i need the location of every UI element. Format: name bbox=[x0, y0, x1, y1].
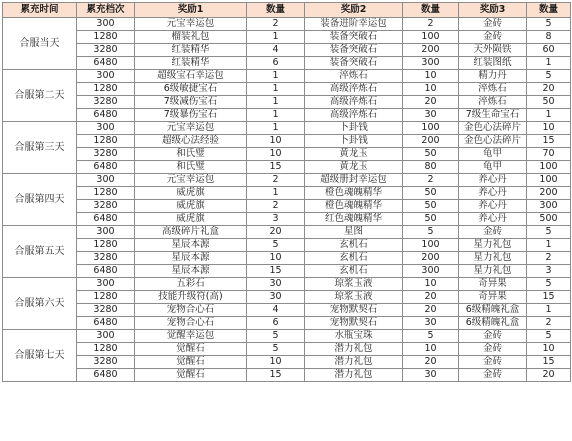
tier-cell: 300 bbox=[77, 174, 135, 187]
reward-1-cell: 和氏璧 bbox=[135, 161, 247, 174]
tier-cell: 3280 bbox=[77, 356, 135, 369]
reward-1-cell: 觉醒幸运包 bbox=[135, 330, 247, 343]
reward-2-cell: 高级淬炼石 bbox=[305, 96, 403, 109]
reward-2-cell: 星图 bbox=[305, 226, 403, 239]
qty-3-cell: 70 bbox=[527, 148, 571, 161]
qty-1-cell: 1 bbox=[247, 122, 305, 135]
reward-3-cell: 金砖 bbox=[459, 18, 527, 31]
reward-1-cell: 超级宝石幸运包 bbox=[135, 70, 247, 83]
reward-3-cell: 龟甲 bbox=[459, 148, 527, 161]
reward-3-cell: 星力礼包 bbox=[459, 239, 527, 252]
reward-1-cell: 威虎旗 bbox=[135, 187, 247, 200]
table-row bbox=[3, 265, 571, 278]
table-row bbox=[3, 330, 571, 343]
reward-1-cell: 宠物合心石 bbox=[135, 317, 247, 330]
qty-3-cell: 5 bbox=[527, 70, 571, 83]
tier-cell: 6480 bbox=[77, 369, 135, 382]
tier-cell: 6480 bbox=[77, 317, 135, 330]
reward-1-cell: 元宝幸运包 bbox=[135, 18, 247, 31]
tier-cell: 3280 bbox=[77, 304, 135, 317]
reward-2-cell: 卜卦钱 bbox=[305, 135, 403, 148]
header-time: 累充时间 bbox=[3, 3, 77, 18]
reward-1-cell: 威虎旗 bbox=[135, 200, 247, 213]
qty-2-cell: 80 bbox=[403, 161, 459, 174]
reward-1-cell: 威虎旗 bbox=[135, 213, 247, 226]
table-row bbox=[3, 369, 571, 382]
qty-1-cell: 20 bbox=[247, 226, 305, 239]
qty-3-cell: 60 bbox=[527, 44, 571, 57]
qty-1-cell: 6 bbox=[247, 57, 305, 70]
qty-3-cell: 300 bbox=[527, 200, 571, 213]
tier-cell: 300 bbox=[77, 122, 135, 135]
table-row bbox=[3, 83, 571, 96]
day-cell: 合服当天 bbox=[3, 18, 77, 70]
reward-1-cell: 榴装礼包 bbox=[135, 31, 247, 44]
qty-1-cell: 30 bbox=[247, 278, 305, 291]
tier-cell: 300 bbox=[77, 70, 135, 83]
reward-1-cell: 高级碎片礼盒 bbox=[135, 226, 247, 239]
qty-3-cell: 2 bbox=[527, 317, 571, 330]
tier-cell: 3280 bbox=[77, 200, 135, 213]
table-row bbox=[3, 200, 571, 213]
table-row bbox=[3, 57, 571, 70]
qty-2-cell: 50 bbox=[403, 213, 459, 226]
reward-2-cell: 高级淬炼石 bbox=[305, 83, 403, 96]
reward-1-cell: 和氏璧 bbox=[135, 148, 247, 161]
qty-3-cell: 10 bbox=[527, 343, 571, 356]
table-row bbox=[3, 356, 571, 369]
tier-cell: 3280 bbox=[77, 148, 135, 161]
table-row bbox=[3, 161, 571, 174]
recharge-rewards-table bbox=[2, 2, 571, 382]
reward-1-cell: 宠物合心石 bbox=[135, 304, 247, 317]
tier-cell: 6480 bbox=[77, 265, 135, 278]
table-row bbox=[3, 135, 571, 148]
qty-1-cell: 5 bbox=[247, 330, 305, 343]
qty-3-cell: 1 bbox=[527, 109, 571, 122]
reward-3-cell: 淬炼石 bbox=[459, 83, 527, 96]
day-cell: 合服第二天 bbox=[3, 70, 77, 122]
reward-2-cell: 装备突破石 bbox=[305, 57, 403, 70]
qty-3-cell: 1 bbox=[527, 304, 571, 317]
reward-3-cell: 金砖 bbox=[459, 369, 527, 382]
qty-2-cell: 50 bbox=[403, 148, 459, 161]
qty-1-cell: 10 bbox=[247, 135, 305, 148]
header-qty-3: 数量 bbox=[527, 3, 571, 18]
reward-1-cell: 7级减伤宝石 bbox=[135, 96, 247, 109]
qty-2-cell: 2 bbox=[403, 18, 459, 31]
qty-3-cell: 10 bbox=[527, 122, 571, 135]
qty-3-cell: 5 bbox=[527, 226, 571, 239]
reward-3-cell: 星力礼包 bbox=[459, 252, 527, 265]
reward-3-cell: 7级生命宝石 bbox=[459, 109, 527, 122]
header-reward-1: 奖励1 bbox=[135, 3, 247, 18]
reward-2-cell: 潜力礼包 bbox=[305, 356, 403, 369]
reward-2-cell: 宠物默契石 bbox=[305, 304, 403, 317]
qty-1-cell: 4 bbox=[247, 304, 305, 317]
qty-2-cell: 20 bbox=[403, 291, 459, 304]
qty-2-cell: 30 bbox=[403, 109, 459, 122]
tier-cell: 1280 bbox=[77, 31, 135, 44]
reward-3-cell: 星力礼包 bbox=[459, 265, 527, 278]
qty-3-cell: 100 bbox=[527, 174, 571, 187]
qty-1-cell: 5 bbox=[247, 343, 305, 356]
table-row bbox=[3, 70, 571, 83]
qty-2-cell: 2 bbox=[403, 174, 459, 187]
qty-3-cell: 5 bbox=[527, 278, 571, 291]
qty-3-cell: 20 bbox=[527, 83, 571, 96]
tier-cell: 6480 bbox=[77, 161, 135, 174]
qty-1-cell: 15 bbox=[247, 265, 305, 278]
qty-2-cell: 300 bbox=[403, 57, 459, 70]
qty-1-cell: 30 bbox=[247, 291, 305, 304]
table-row bbox=[3, 304, 571, 317]
qty-2-cell: 200 bbox=[403, 252, 459, 265]
qty-3-cell: 500 bbox=[527, 213, 571, 226]
qty-1-cell: 2 bbox=[247, 174, 305, 187]
reward-2-cell: 水瓶宝珠 bbox=[305, 330, 403, 343]
tier-cell: 6480 bbox=[77, 57, 135, 70]
qty-2-cell: 5 bbox=[403, 330, 459, 343]
reward-1-cell: 6级敏捷宝石 bbox=[135, 83, 247, 96]
table-row bbox=[3, 174, 571, 187]
qty-1-cell: 1 bbox=[247, 187, 305, 200]
qty-1-cell: 10 bbox=[247, 148, 305, 161]
qty-2-cell: 20 bbox=[403, 356, 459, 369]
reward-3-cell: 金色心法碎片 bbox=[459, 122, 527, 135]
reward-2-cell: 橙色魂魄精华 bbox=[305, 187, 403, 200]
reward-3-cell: 天外陨铁 bbox=[459, 44, 527, 57]
header-qty-2: 数量 bbox=[403, 3, 459, 18]
reward-1-cell: 技能升级符(高) bbox=[135, 291, 247, 304]
qty-2-cell: 5 bbox=[403, 226, 459, 239]
table-row bbox=[3, 239, 571, 252]
reward-3-cell: 奇异果 bbox=[459, 278, 527, 291]
tier-cell: 3280 bbox=[77, 44, 135, 57]
day-cell: 合服第四天 bbox=[3, 174, 77, 226]
reward-3-cell: 金砖 bbox=[459, 330, 527, 343]
qty-1-cell: 1 bbox=[247, 96, 305, 109]
table-row bbox=[3, 109, 571, 122]
qty-3-cell: 8 bbox=[527, 31, 571, 44]
qty-2-cell: 200 bbox=[403, 44, 459, 57]
reward-2-cell: 超级册封幸运包 bbox=[305, 174, 403, 187]
reward-1-cell: 红装精华 bbox=[135, 44, 247, 57]
reward-1-cell: 星辰本源 bbox=[135, 252, 247, 265]
table-row bbox=[3, 213, 571, 226]
reward-3-cell: 精力丹 bbox=[459, 70, 527, 83]
reward-2-cell: 卜卦钱 bbox=[305, 122, 403, 135]
reward-3-cell: 养心丹 bbox=[459, 187, 527, 200]
table-row bbox=[3, 226, 571, 239]
reward-3-cell: 龟甲 bbox=[459, 161, 527, 174]
reward-2-cell: 琼浆玉液 bbox=[305, 291, 403, 304]
reward-3-cell: 金砖 bbox=[459, 31, 527, 44]
reward-3-cell: 6级精魄礼盒 bbox=[459, 304, 527, 317]
tier-cell: 3280 bbox=[77, 252, 135, 265]
reward-3-cell: 金砖 bbox=[459, 343, 527, 356]
table-row bbox=[3, 31, 571, 44]
qty-1-cell: 2 bbox=[247, 200, 305, 213]
reward-3-cell: 养心丹 bbox=[459, 200, 527, 213]
tier-cell: 1280 bbox=[77, 343, 135, 356]
table-row bbox=[3, 187, 571, 200]
tier-cell: 1280 bbox=[77, 239, 135, 252]
table-row bbox=[3, 278, 571, 291]
reward-3-cell: 养心丹 bbox=[459, 213, 527, 226]
reward-3-cell: 养心丹 bbox=[459, 174, 527, 187]
qty-3-cell: 20 bbox=[527, 369, 571, 382]
reward-1-cell: 觉醒石 bbox=[135, 356, 247, 369]
qty-2-cell: 10 bbox=[403, 70, 459, 83]
tier-cell: 300 bbox=[77, 330, 135, 343]
header-tier: 累充档次 bbox=[77, 3, 135, 18]
tier-cell: 1280 bbox=[77, 83, 135, 96]
tier-cell: 300 bbox=[77, 18, 135, 31]
qty-1-cell: 1 bbox=[247, 109, 305, 122]
reward-3-cell: 淬炼石 bbox=[459, 96, 527, 109]
qty-1-cell: 1 bbox=[247, 83, 305, 96]
qty-2-cell: 50 bbox=[403, 187, 459, 200]
reward-2-cell: 潜力礼包 bbox=[305, 343, 403, 356]
qty-3-cell: 3 bbox=[527, 265, 571, 278]
table-row bbox=[3, 317, 571, 330]
qty-2-cell: 50 bbox=[403, 200, 459, 213]
qty-2-cell: 20 bbox=[403, 304, 459, 317]
reward-2-cell: 装备进阶幸运包 bbox=[305, 18, 403, 31]
qty-2-cell: 30 bbox=[403, 317, 459, 330]
header-reward-3: 奖励3 bbox=[459, 3, 527, 18]
qty-2-cell: 10 bbox=[403, 278, 459, 291]
reward-1-cell: 超级心法经验 bbox=[135, 135, 247, 148]
qty-1-cell: 10 bbox=[247, 252, 305, 265]
table-row bbox=[3, 96, 571, 109]
tier-cell: 3280 bbox=[77, 96, 135, 109]
qty-2-cell: 30 bbox=[403, 369, 459, 382]
qty-1-cell: 15 bbox=[247, 161, 305, 174]
qty-2-cell: 20 bbox=[403, 96, 459, 109]
reward-2-cell: 玄机石 bbox=[305, 239, 403, 252]
reward-1-cell: 觉醒石 bbox=[135, 343, 247, 356]
tier-cell: 6480 bbox=[77, 109, 135, 122]
reward-2-cell: 高级淬炼石 bbox=[305, 109, 403, 122]
qty-2-cell: 100 bbox=[403, 239, 459, 252]
qty-2-cell: 10 bbox=[403, 343, 459, 356]
reward-1-cell: 7级暴伤宝石 bbox=[135, 109, 247, 122]
reward-2-cell: 黄龙玉 bbox=[305, 161, 403, 174]
reward-3-cell: 6级精魄礼盒 bbox=[459, 317, 527, 330]
qty-2-cell: 100 bbox=[403, 122, 459, 135]
table-body bbox=[3, 18, 571, 382]
reward-3-cell: 金砖 bbox=[459, 356, 527, 369]
reward-3-cell: 金砖 bbox=[459, 226, 527, 239]
qty-1-cell: 1 bbox=[247, 70, 305, 83]
reward-2-cell: 红色魂魄精华 bbox=[305, 213, 403, 226]
qty-1-cell: 4 bbox=[247, 44, 305, 57]
table-row bbox=[3, 148, 571, 161]
day-cell: 合服第三天 bbox=[3, 122, 77, 174]
reward-1-cell: 五彩石 bbox=[135, 278, 247, 291]
reward-1-cell: 星辰本源 bbox=[135, 239, 247, 252]
qty-3-cell: 15 bbox=[527, 356, 571, 369]
table-row bbox=[3, 252, 571, 265]
reward-2-cell: 橙色魂魄精华 bbox=[305, 200, 403, 213]
qty-1-cell: 15 bbox=[247, 369, 305, 382]
qty-2-cell: 200 bbox=[403, 135, 459, 148]
header-reward-2: 奖励2 bbox=[305, 3, 403, 18]
reward-3-cell: 金色心法碎片 bbox=[459, 135, 527, 148]
table-row bbox=[3, 291, 571, 304]
tier-cell: 1280 bbox=[77, 187, 135, 200]
qty-1-cell: 10 bbox=[247, 356, 305, 369]
qty-1-cell: 5 bbox=[247, 239, 305, 252]
reward-2-cell: 潜力礼包 bbox=[305, 369, 403, 382]
qty-1-cell: 3 bbox=[247, 213, 305, 226]
tier-cell: 6480 bbox=[77, 213, 135, 226]
tier-cell: 300 bbox=[77, 226, 135, 239]
day-cell: 合服第五天 bbox=[3, 226, 77, 278]
day-cell: 合服第七天 bbox=[3, 330, 77, 382]
table-row bbox=[3, 343, 571, 356]
header-qty-1: 数量 bbox=[247, 3, 305, 18]
qty-3-cell: 100 bbox=[527, 161, 571, 174]
table-row bbox=[3, 122, 571, 135]
qty-3-cell: 50 bbox=[527, 96, 571, 109]
qty-3-cell: 5 bbox=[527, 18, 571, 31]
reward-1-cell: 红装精华 bbox=[135, 57, 247, 70]
tier-cell: 300 bbox=[77, 278, 135, 291]
qty-3-cell: 15 bbox=[527, 291, 571, 304]
qty-3-cell: 200 bbox=[527, 187, 571, 200]
reward-3-cell: 红装图纸 bbox=[459, 57, 527, 70]
day-cell: 合服第六天 bbox=[3, 278, 77, 330]
header-row bbox=[3, 3, 571, 18]
qty-2-cell: 10 bbox=[403, 83, 459, 96]
qty-1-cell: 2 bbox=[247, 18, 305, 31]
qty-3-cell: 1 bbox=[527, 239, 571, 252]
tier-cell: 1280 bbox=[77, 291, 135, 304]
qty-3-cell: 15 bbox=[527, 135, 571, 148]
qty-3-cell: 2 bbox=[527, 252, 571, 265]
reward-2-cell: 装备突破石 bbox=[305, 31, 403, 44]
reward-2-cell: 玄机石 bbox=[305, 265, 403, 278]
reward-2-cell: 琼浆玉液 bbox=[305, 278, 403, 291]
qty-3-cell: 5 bbox=[527, 330, 571, 343]
reward-3-cell: 奇异果 bbox=[459, 291, 527, 304]
reward-1-cell: 元宝幸运包 bbox=[135, 174, 247, 187]
reward-1-cell: 觉醒石 bbox=[135, 369, 247, 382]
reward-2-cell: 装备突破石 bbox=[305, 44, 403, 57]
reward-1-cell: 元宝幸运包 bbox=[135, 122, 247, 135]
qty-2-cell: 100 bbox=[403, 31, 459, 44]
table-row bbox=[3, 18, 571, 31]
qty-1-cell: 6 bbox=[247, 317, 305, 330]
tier-cell: 1280 bbox=[77, 135, 135, 148]
qty-1-cell: 1 bbox=[247, 31, 305, 44]
qty-3-cell: 1 bbox=[527, 57, 571, 70]
reward-2-cell: 玄机石 bbox=[305, 252, 403, 265]
reward-2-cell: 宠物默契石 bbox=[305, 317, 403, 330]
qty-2-cell: 300 bbox=[403, 265, 459, 278]
reward-2-cell: 黄龙玉 bbox=[305, 148, 403, 161]
reward-1-cell: 星辰本源 bbox=[135, 265, 247, 278]
table-row bbox=[3, 44, 571, 57]
reward-2-cell: 淬炼石 bbox=[305, 70, 403, 83]
